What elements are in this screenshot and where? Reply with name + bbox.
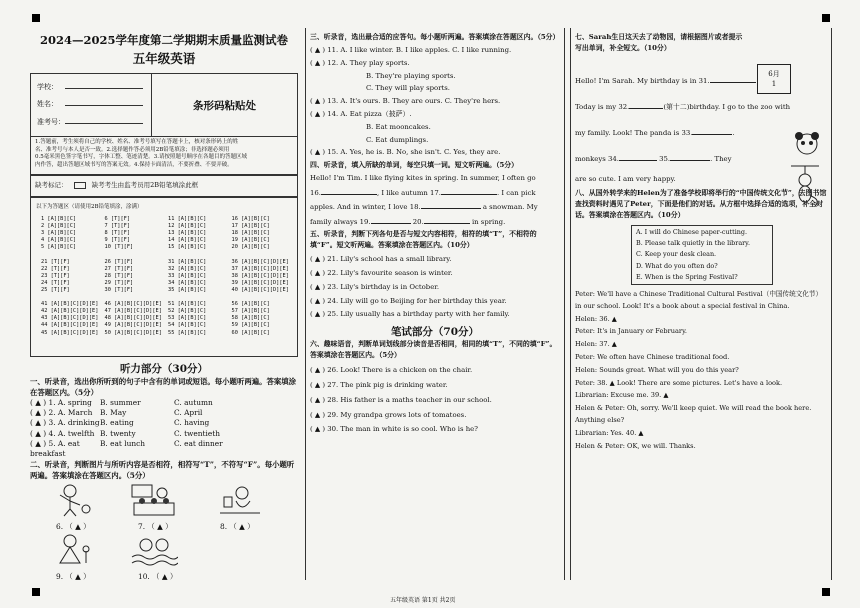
q5-title: 五、听录音，判断下列各句是否与短文内容相符，相符的填“T”，不相符的填“F”。短文听两遍。答案填涂在答题区内。（10分） — [310, 230, 537, 250]
answer-bubble-row[interactable]: 21 [T][F] — [41, 258, 70, 265]
writing-section-title: 笔试部分（70分） — [390, 326, 480, 339]
answer-bubble-row[interactable]: 24 [T][F] — [41, 279, 70, 286]
answer-bubble-row[interactable] — [168, 294, 228, 301]
q1-option: C. autumn — [174, 398, 213, 407]
passage-line: are so cute. I am very happy. — [575, 175, 676, 183]
answer-bubble-row[interactable]: 50 [A][B][C][D][E] — [104, 329, 162, 336]
option-c: C. Keep your desk clean. — [636, 250, 717, 259]
calendar-picture — [757, 64, 791, 94]
q6-label: 6. （ ▲ ） — [56, 522, 91, 532]
girl-planting-picture — [46, 533, 94, 567]
answer-bubble-row[interactable] — [41, 294, 101, 301]
corner-mark — [32, 14, 40, 22]
answer-bubble-row[interactable]: 60 [A][B][C] — [231, 329, 270, 336]
answer-bubble-row[interactable]: 6 [T][F] — [104, 216, 131, 222]
option-e: E. When is the Spring Festival? — [636, 272, 738, 281]
dialogue-line: Helen & Peter: Oh, sorry. We'll keep quiet. We will read the book here. Anything else? — [575, 404, 812, 424]
answer-bubble-row[interactable]: 39 [A][B][C][D][E] — [231, 279, 289, 286]
q1-option: ( ▲ ) 4. A. twelfth — [30, 428, 95, 438]
blank-18[interactable] — [421, 208, 481, 209]
corner-mark — [822, 14, 830, 22]
answer-bubble-row[interactable]: 59 [A][B][C] — [231, 322, 270, 329]
answer-bubble-row[interactable]: 49 [A][B][C][D][E] — [104, 322, 162, 329]
q1-option: B. eating — [100, 418, 134, 428]
school-field[interactable] — [65, 88, 143, 89]
answer-column — [41, 216, 101, 350]
note-line: 内作答，超出答题区域书写的答案无效。4.保持卡面清洁，不要折叠、不要弄破。 — [35, 161, 233, 168]
q5-item: ( ▲ ) 24. Lily will go to Beijing for her birthday this year. — [310, 296, 507, 305]
note-line: 1.答题前，考生须将自己的学校、姓名、准考号填写在答题卡上，核对条形码上的姓 — [35, 139, 239, 145]
answer-bubble-row[interactable]: 27 [T][F] — [104, 265, 134, 272]
answer-bubble-row[interactable]: 8 [T][F] — [104, 230, 131, 237]
answer-bubble-row[interactable]: 53 [A][B][C] — [168, 315, 207, 322]
answer-bubble-row[interactable]: 32 [A][B][C] — [168, 265, 207, 272]
dialogue-line: Helen: Sounds great. What will you do this year? — [575, 365, 739, 374]
dialogue-line: Librarian: Yes. 40. ▲ — [575, 428, 644, 437]
q1-title: 一、听录音，选出你所听到的句子中含有的单词或短语。每小题听两遍。答案填涂在答题区内。（5分） — [30, 377, 297, 397]
answer-bubble-row[interactable]: 58 [A][B][C] — [231, 315, 270, 322]
classroom-picture — [130, 483, 178, 517]
dialogue-line: Helen: 36. ▲ — [575, 314, 617, 323]
passage-line: apples. And in winter, I love 18. a snowman. My — [310, 203, 538, 212]
exam-number-field[interactable] — [65, 123, 143, 124]
answer-bubble-row[interactable]: 51 [A][B][C] — [168, 301, 207, 308]
answer-bubble-row[interactable]: 31 [A][B][C] — [168, 258, 207, 265]
q4-title: 四、听录音，填入所缺的单词，每空只填一词。短文听两遍。（5分） — [310, 161, 519, 170]
answer-bubble-row[interactable]: 3 [A][B][C] — [41, 230, 77, 237]
page-footer: 五年级英语 第1页 共2页 — [390, 597, 456, 604]
children-swimming-picture — [130, 533, 178, 567]
answer-bubble-row[interactable]: 11 [A][B][C] — [168, 216, 207, 222]
answer-bubble-row[interactable]: 57 [A][B][C] — [231, 308, 270, 315]
left-column — [30, 28, 298, 580]
exam-subject: 五年级英语 — [132, 51, 196, 66]
answer-bubble-row[interactable] — [232, 251, 292, 258]
answer-bubble-row[interactable]: 13 [A][B][C] — [168, 230, 207, 237]
q5-items — [310, 254, 560, 320]
absence-mark-row — [30, 175, 298, 197]
q3-option: C. Eat dumplings. — [366, 135, 429, 144]
q6-item: ( ▲ ) 27. The pink pig is drinking water. — [310, 380, 448, 389]
q5-item: ( ▲ ) 22. Lily's favourite season is winter. — [310, 268, 453, 277]
boy-drinking-picture — [216, 483, 264, 517]
passage-line: Today is my 32. (第十二)birthday. I go to the zoo with — [575, 103, 791, 111]
q1-option: B. May — [100, 408, 127, 418]
q3-title: 三、听录音，选出最合适的应答句。每小题听两遍。答案填涂在答题区内。（5分） — [310, 33, 560, 41]
note-line: 0.5毫米黑色签字笔书写，字体工整、笔迹清楚。3.请按照题号顺序在各题目的答题区域 — [35, 154, 247, 160]
barcode-area: 条形码粘贴处 — [151, 74, 297, 136]
q3-item: ( ▲ ) 15. A. Yes, he is. B. No, she isn't. C. Yes, they are. — [310, 148, 501, 157]
monkey-picture — [787, 164, 823, 208]
q8-dialogue — [575, 289, 827, 452]
absence-mark-label: 缺考标记： — [35, 181, 68, 189]
calendar-month: 6月 — [768, 70, 780, 78]
q3-items — [310, 45, 560, 158]
answer-bubble-row[interactable]: 47 [A][B][C][D][E] — [104, 308, 162, 315]
q7-title: 七、Sarah生日这天去了动物园，请根据图片或者提示写出单词，补全短文。（10分） — [575, 33, 743, 52]
note-line: 名、准考号与本人是否一致。2.选择题作答必须用2B铅笔填涂；非选择题必须用 — [35, 146, 230, 153]
q1-row — [30, 439, 298, 459]
q3-item: ( ▲ ) 11. A. I like winter. B. I like apples. C. I like running. — [310, 46, 512, 54]
q5-item: ( ▲ ) 23. Lily's birthday is in October. — [310, 282, 440, 291]
answer-bubble-row[interactable] — [168, 251, 228, 258]
q6-item: ( ▲ ) 26. Look! There is a chicken on the chair. — [310, 366, 473, 375]
calendar-day: 1 — [771, 80, 777, 88]
blank-32[interactable] — [629, 108, 663, 109]
answer-bubble-row[interactable]: 30 [T][F] — [104, 286, 134, 293]
answer-bubble-row[interactable]: 17 [A][B][C] — [231, 223, 270, 230]
answer-bubble-row[interactable]: 20 [A][B][C] — [231, 244, 270, 251]
q1-option: B. eat lunch — [100, 438, 146, 448]
answer-bubble-row[interactable]: 1 [A][B][C] — [41, 216, 77, 222]
school-label: 学校： — [37, 83, 58, 91]
answer-bubble-row[interactable]: 25 [T][F] — [41, 286, 70, 293]
q6-item: ( ▲ ) 30. The man in white is so cool. Who is he? — [310, 425, 478, 434]
blank-33[interactable] — [692, 134, 732, 135]
answer-bubble-row[interactable]: 42 [A][B][C][D][E] — [41, 308, 99, 315]
q5-item: ( ▲ ) 25. Lily usually has a birthday party with her family. — [310, 310, 510, 319]
answer-bubble-row[interactable]: 15 [A][B][C] — [168, 244, 207, 251]
passage-line: my family. Look! The panda is 33. . — [575, 129, 735, 137]
answer-bubble-row[interactable]: 37 [A][B][C][D][E] — [231, 265, 289, 272]
answer-bubble-row[interactable] — [232, 294, 292, 301]
q1-option: ( ▲ ) 1. A. spring — [30, 398, 92, 407]
name-label: 姓名： — [37, 100, 58, 108]
answer-bubble-row[interactable]: 43 [A][B][C][D][E] — [41, 315, 99, 322]
answer-bubble-row[interactable]: 48 [A][B][C][D][E] — [104, 315, 162, 322]
answer-bubble-row[interactable]: 33 [A][B][C] — [168, 272, 207, 279]
q1-option: ( ▲ ) 2. A. March — [30, 408, 93, 418]
answer-bubble-row[interactable]: 4 [A][B][C] — [41, 237, 77, 244]
q6-item: ( ▲ ) 28. His father is a maths teacher in our school. — [310, 395, 492, 404]
answer-bubble-row[interactable] — [105, 251, 165, 258]
q3-item: ( ▲ ) 12. A. They play sports. — [310, 58, 410, 67]
boy-playing-ball-picture — [46, 483, 94, 517]
answer-sheet-heading: 以下为答题区（请使用2B铅笔填涂，涂满） — [36, 204, 143, 210]
answer-grid — [41, 216, 291, 350]
q6-item: ( ▲ ) 29. My grandpa grows lots of tomatoes. — [310, 410, 467, 419]
answer-bubble-row[interactable]: 16 [A][B][C] — [231, 216, 270, 222]
exam-title: 2024—2025学年度第二学期期末质量监测试卷 — [39, 33, 288, 47]
answer-bubble-row[interactable]: 26 [T][F] — [104, 258, 134, 265]
q1-row — [30, 398, 298, 408]
answer-bubble-row[interactable]: 34 [A][B][C] — [168, 279, 207, 286]
q1-option: B. summer — [100, 398, 141, 407]
dialogue-line: Peter: 38. ▲ Look! There are some pictures. Let's have a look. — [575, 378, 783, 387]
answer-bubble-row[interactable]: 40 [A][B][C][D][E] — [231, 286, 289, 293]
q1-option: C. twentieth — [174, 428, 220, 438]
q1-row — [30, 418, 298, 428]
listening-section-title: 听力部分（30分） — [119, 363, 209, 375]
corner-mark — [822, 588, 830, 596]
answer-bubble-row[interactable]: 7 [T][F] — [104, 223, 131, 230]
q3-option: B. Eat mooncakes. — [366, 122, 431, 131]
answer-bubble-row[interactable]: 12 [A][B][C] — [168, 223, 207, 230]
answer-bubble-row[interactable]: 19 [A][B][C] — [231, 237, 270, 244]
answer-column — [168, 216, 228, 350]
answer-bubble-row[interactable]: 5 [A][B][C] — [41, 244, 77, 251]
answer-sheet — [30, 197, 298, 357]
right-column — [570, 28, 832, 580]
passage-line: family always 19. 20. in spring. — [310, 217, 506, 226]
answer-bubble-row[interactable]: 9 [T][F] — [104, 237, 131, 244]
q1-option: B. twenty — [100, 428, 136, 438]
answer-bubble-row[interactable]: 52 [A][B][C] — [168, 308, 207, 315]
blank-31[interactable] — [710, 82, 756, 83]
blank-16[interactable] — [321, 194, 377, 195]
blank-20[interactable] — [424, 223, 470, 224]
answer-bubble-row[interactable]: 44 [A][B][C][D][E] — [41, 322, 99, 329]
q8-option-box — [631, 225, 773, 285]
dialogue-line: Librarian: Excuse me. 39. ▲ — [575, 391, 669, 400]
answer-bubble-row[interactable]: 23 [T][F] — [41, 272, 70, 279]
answer-column — [105, 216, 165, 350]
notes-box — [30, 137, 298, 175]
q10-label: 10. （ ▲ ） — [138, 572, 178, 582]
answer-bubble-row[interactable]: 14 [A][B][C] — [168, 237, 207, 244]
q3-item: ( ▲ ) 14. A. Eat pizza（披萨）. — [310, 109, 412, 118]
absence-mark-text: 缺考考生由监考员用2B铅笔填涂此框 — [91, 181, 199, 189]
answer-bubble-row[interactable]: 22 [T][F] — [41, 265, 70, 272]
dialogue-line: Helen & Peter: OK, we will. Thanks. — [575, 441, 696, 450]
q8-title: 八、从国外转学来的Helen为了准备学校即将举行的“中国传统文化节”，去图书馆查找资料时遇见了Peter，下面是他们的对话。从方框中选择合适的选项，补全对话。答案填涂在答题区内。（10分） — [575, 189, 827, 219]
dialogue-line: Peter: We'll have a Chinese Traditional Cultural Festival（中国传统文化节）in our school. Look! It's a book about a special festival in China. — [575, 290, 823, 310]
answer-bubble-row[interactable]: 29 [T][F] — [104, 279, 134, 286]
answer-bubble-row[interactable] — [105, 294, 165, 301]
passage-line: 16. , I like autumn 17. . I can pick — [310, 188, 536, 197]
q1-option: C. eat dinner — [174, 438, 223, 448]
dialogue-line: Peter: It's in January or February. — [575, 327, 688, 336]
q4-passage — [310, 171, 560, 229]
answer-bubble-row[interactable]: 45 [A][B][C][D][E] — [41, 329, 99, 336]
blank-35[interactable] — [670, 160, 710, 161]
option-d: D. What do you often do? — [636, 261, 718, 270]
q2-title: 二、听录音，判断图片与所听内容是否相符，相符写“T”，不符写“F”。每小题听两遍。答案填涂在答题区内。（5分） — [30, 460, 295, 481]
q1-row — [30, 408, 298, 418]
q2-pictures — [30, 481, 298, 589]
answer-bubble-row[interactable]: 35 [A][B][C] — [168, 286, 207, 293]
q1-options — [30, 398, 298, 459]
q1-option: C. April — [174, 408, 203, 418]
middle-column — [305, 28, 565, 580]
q1-option: C. having — [174, 418, 210, 428]
blank-17[interactable] — [441, 194, 497, 195]
panda-picture — [789, 130, 825, 158]
q5-item: ( ▲ ) 21. Lily's school has a small library. — [310, 255, 452, 264]
q9-label: 9. （ ▲ ） — [56, 572, 91, 582]
dialogue-line: Peter: We often have Chinese traditional food. — [575, 353, 730, 361]
dialogue-line: Helen: 37. ▲ — [575, 340, 617, 349]
name-field[interactable] — [65, 105, 143, 106]
student-info-box — [30, 73, 298, 137]
q3-option: C. They will play sports. — [366, 84, 450, 93]
q3-item: ( ▲ ) 13. A. It's ours. B. They are ours. C. They're hers. — [310, 97, 501, 106]
q3-option: B. They're playing sports. — [366, 71, 456, 80]
option-a: A. I will do Chinese paper-cutting. — [636, 228, 747, 236]
passage-line: monkeys 34. 35. . They — [575, 155, 732, 163]
answer-bubble-row[interactable]: 36 [A][B][C][D][E] — [231, 258, 289, 265]
answer-bubble-row[interactable]: 28 [T][F] — [104, 272, 134, 279]
answer-column — [232, 216, 292, 350]
q6-items — [310, 365, 560, 435]
answer-bubble-row[interactable]: 10 [T][F] — [104, 244, 134, 251]
blank-34[interactable] — [619, 160, 657, 161]
q1-option: ( ▲ ) 5. A. eat breakfast — [30, 438, 80, 459]
answer-bubble-row[interactable]: 38 [A][B][C][D][E] — [231, 272, 289, 279]
q8-label: 8. （ ▲ ） — [220, 522, 255, 532]
q1-option: ( ▲ ) 3. A. drinking — [30, 418, 100, 428]
answer-bubble-row[interactable]: 56 [A][B][C] — [231, 301, 270, 308]
q7-label: 7. （ ▲ ） — [138, 522, 173, 532]
q1-row — [30, 429, 298, 439]
answer-bubble-row[interactable]: 2 [A][B][C] — [41, 223, 77, 230]
blank-19[interactable] — [371, 223, 411, 224]
answer-bubble-row[interactable]: 46 [A][B][C][D][E] — [104, 301, 162, 308]
exam-number-label: 准考号： — [37, 118, 65, 126]
answer-bubble-row[interactable]: 54 [A][B][C] — [168, 322, 207, 329]
answer-bubble-row[interactable]: 18 [A][B][C] — [231, 230, 270, 237]
q6-title: 六、趣味语音，判断单词划线部分读音是否相同，相同的填“T”，不同的填“F”。答案填涂在答题区内。（5分） — [310, 340, 557, 360]
passage-line: Hello! I'm Sarah. My birthday is in 31. — [575, 68, 827, 94]
passage-line: Hello! I'm Tim. I like flying kites in spring. In summer, I often go — [310, 174, 536, 183]
answer-bubble-row[interactable] — [41, 251, 101, 258]
option-b: B. Please talk quietly in the library. — [636, 239, 750, 248]
absence-checkbox[interactable] — [74, 182, 86, 189]
answer-bubble-row[interactable]: 41 [A][B][C][D][E] — [41, 301, 99, 308]
answer-bubble-row[interactable]: 55 [A][B][C] — [168, 329, 207, 336]
